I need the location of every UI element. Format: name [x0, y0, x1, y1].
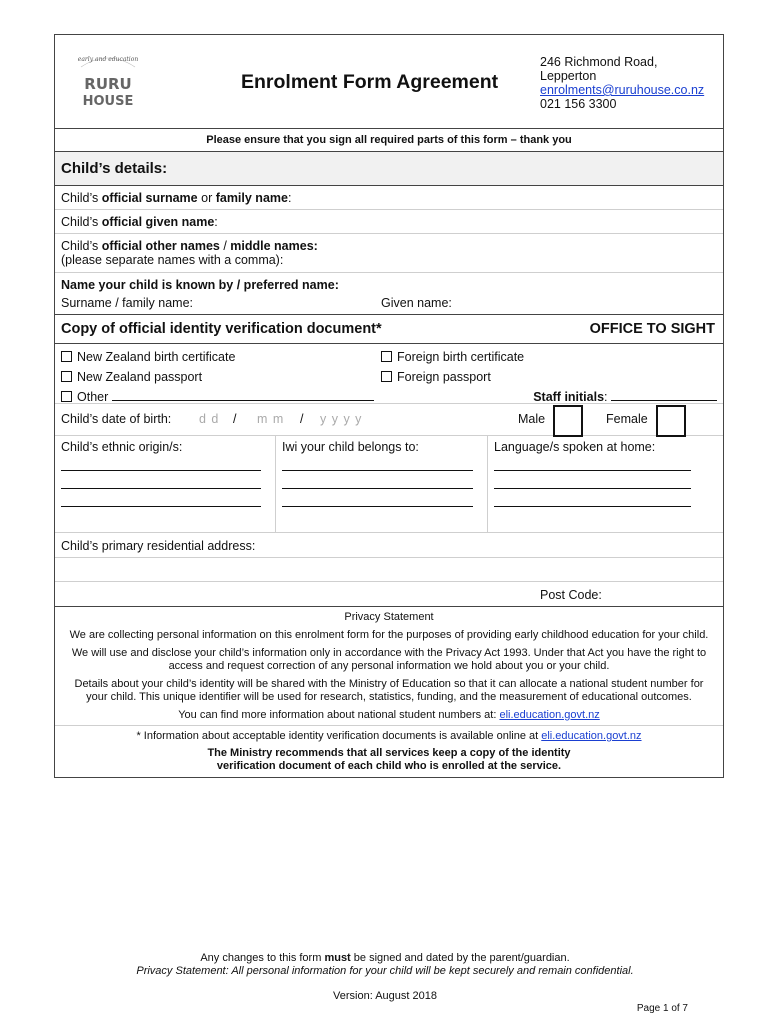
- logo-word-house: HOUSE: [82, 94, 134, 109]
- surname-label-post: :: [287, 191, 292, 205]
- iwi-label: Iwi your child belongs to:: [282, 440, 419, 454]
- female-label: Female: [606, 412, 648, 426]
- ethnic-origin-field[interactable]: [55, 436, 275, 532]
- recommendation-line2: verification document of each child who is enrolled at the service.: [216, 760, 562, 772]
- male-label: Male: [518, 412, 546, 426]
- given-name-field[interactable]: [55, 210, 723, 234]
- version-label: Version: August 2018: [333, 990, 437, 1002]
- privacy-statement: [55, 607, 723, 726]
- surname-field[interactable]: [55, 186, 723, 210]
- footer-line1-post: be signed and dated by the parent/guardian.: [350, 952, 570, 964]
- dob-month-placeholder[interactable]: m m: [257, 412, 285, 426]
- privacy-paragraph-1: We are collecting personal information on this enrolment form for the purposes of providing early childhood education for your child.: [69, 629, 709, 641]
- input-line[interactable]: [494, 470, 691, 471]
- enrolment-form: [54, 34, 724, 778]
- input-line[interactable]: [494, 506, 691, 507]
- privacy-p4-text: You can find more information about national student numbers at:: [178, 709, 500, 721]
- input-line[interactable]: [61, 488, 261, 489]
- foreign-birth-label: Foreign birth certificate: [397, 350, 525, 364]
- input-line[interactable]: [494, 488, 691, 489]
- other-label-bold2: middle names:: [230, 239, 318, 253]
- email-link[interactable]: enrolments@ruruhouse.co.nz: [540, 83, 705, 97]
- foreign-passport-label: Foreign passport: [397, 370, 491, 384]
- surname-label-pre: Child’s: [61, 191, 102, 205]
- footer-line1-pre: Any changes to this form: [200, 952, 325, 964]
- input-line[interactable]: [282, 506, 473, 507]
- logo-word-ruru: RURU: [84, 75, 132, 93]
- checkbox-icon[interactable]: [61, 351, 72, 362]
- other-names-field[interactable]: [55, 234, 723, 273]
- checkbox-icon[interactable]: [61, 371, 72, 382]
- footer-notes: [0, 952, 770, 978]
- dob-separator: /: [300, 412, 304, 426]
- post-code-row[interactable]: [55, 582, 723, 607]
- info-line: [63, 730, 715, 743]
- phone-number: 021 156 3300: [540, 97, 617, 111]
- other-label-bold1: official other names: [101, 239, 220, 253]
- input-line[interactable]: [282, 488, 473, 489]
- privacy-title: Privacy Statement: [344, 611, 434, 623]
- sign-notice: Please ensure that you sign all required parts of this form – thank you: [55, 129, 723, 152]
- input-line[interactable]: [282, 470, 473, 471]
- address-label: Child’s primary residential address:: [61, 539, 256, 553]
- other-label: Other: [77, 390, 109, 404]
- other-label-pre: Child’s: [61, 239, 102, 253]
- child-details-heading: Child’s details:: [55, 152, 723, 186]
- known-by-field[interactable]: [55, 273, 723, 315]
- address-field[interactable]: [55, 533, 723, 558]
- known-by-label: Name your child is known by / preferred name:: [61, 278, 339, 292]
- ethnic-origin-label: Child’s ethnic origin/s:: [61, 440, 183, 454]
- iwi-field[interactable]: [275, 436, 487, 532]
- male-checkbox[interactable]: [553, 405, 583, 437]
- footer-line1-bold: must: [324, 952, 351, 964]
- staff-initials-line[interactable]: [611, 389, 717, 401]
- address-line-2[interactable]: [55, 558, 723, 582]
- footer-line1: [0, 952, 770, 965]
- logo-tagline: early and education: [77, 56, 139, 63]
- surname-label-bold2: family name: [215, 191, 288, 205]
- known-given-label: Given name:: [381, 296, 452, 310]
- recommendation-line1: The Ministry recommends that all services keep a copy of the identity: [207, 747, 571, 759]
- identity-heading: [55, 315, 723, 344]
- dob-year-placeholder[interactable]: y y y y: [320, 412, 363, 426]
- other-names-note: (please separate names with a comma):: [61, 253, 284, 267]
- checkbox-icon[interactable]: [381, 371, 392, 382]
- address-line2: Lepperton: [540, 69, 597, 83]
- staff-initials-label: Staff initials: [533, 390, 605, 404]
- privacy-paragraph-4: [63, 709, 715, 722]
- checkbox-icon[interactable]: [381, 351, 392, 362]
- given-label-post: :: [214, 215, 218, 229]
- page-title: Enrolment Form Agreement: [241, 71, 499, 93]
- surname-label-mid: or: [197, 191, 216, 205]
- dob-row: [55, 404, 723, 436]
- identity-heading-text: Copy of official identity verification document*: [61, 321, 382, 337]
- other-label-mid: /: [219, 239, 231, 253]
- ruru-house-logo: [73, 49, 143, 111]
- language-label: Language/s spoken at home:: [494, 440, 656, 454]
- given-label-pre: Child’s: [61, 215, 102, 229]
- given-label-bold: official given name: [101, 215, 215, 229]
- dob-separator: /: [233, 412, 237, 426]
- address-line1: 246 Richmond Road,: [540, 55, 658, 69]
- contact-block: [540, 55, 704, 111]
- language-field[interactable]: [487, 436, 723, 532]
- page-number: Page 1 of 7: [636, 1003, 688, 1014]
- footer-privacy-line: Privacy Statement: All personal information for your child will be kept securely and remain confidential.: [136, 965, 634, 977]
- female-checkbox[interactable]: [656, 405, 686, 437]
- checkbox-icon[interactable]: [61, 391, 72, 402]
- privacy-paragraph-3: Details about your child’s identity will be shared with the Ministry of Education so that it can allocate a national student number for your child. This unique identifier will be used for research, statistics, funding, and the measurement of educational outcomes.: [74, 678, 704, 703]
- surname-label-bold1: official surname: [101, 191, 198, 205]
- eli-link[interactable]: eli.education.govt.nz: [499, 709, 600, 721]
- info-text: * Information about acceptable identity verification documents is available online at: [136, 730, 542, 742]
- eli-link-2[interactable]: eli.education.govt.nz: [541, 730, 642, 742]
- privacy-paragraph-2: We will use and disclose your child’s information only in accordance with the Privacy Act 1993. Under that Act you have the right to access and request correction of any personal information we hold about you or your child.: [71, 647, 707, 672]
- dob-label: Child’s date of birth:: [61, 412, 172, 426]
- identity-options: [55, 344, 723, 404]
- ministry-recommendation: [63, 747, 715, 773]
- foreign-passport-option[interactable]: [381, 367, 491, 387]
- input-line[interactable]: [61, 506, 261, 507]
- post-code-label: Post Code:: [540, 588, 602, 602]
- other-input-line[interactable]: [112, 389, 374, 401]
- origin-row: [55, 436, 723, 533]
- nz-passport-label: New Zealand passport: [77, 370, 203, 384]
- known-surname-label: Surname / family name:: [61, 296, 193, 310]
- input-line[interactable]: [61, 470, 261, 471]
- office-to-sight: OFFICE TO SIGHT: [589, 321, 715, 337]
- form-header: [55, 35, 723, 129]
- verification-info: [55, 726, 723, 777]
- dob-day-placeholder[interactable]: d d: [199, 412, 220, 426]
- foreign-birth-option[interactable]: [381, 347, 524, 367]
- nz-birth-label: New Zealand birth certificate: [77, 350, 236, 364]
- staff-initials-colon: :: [604, 390, 608, 404]
